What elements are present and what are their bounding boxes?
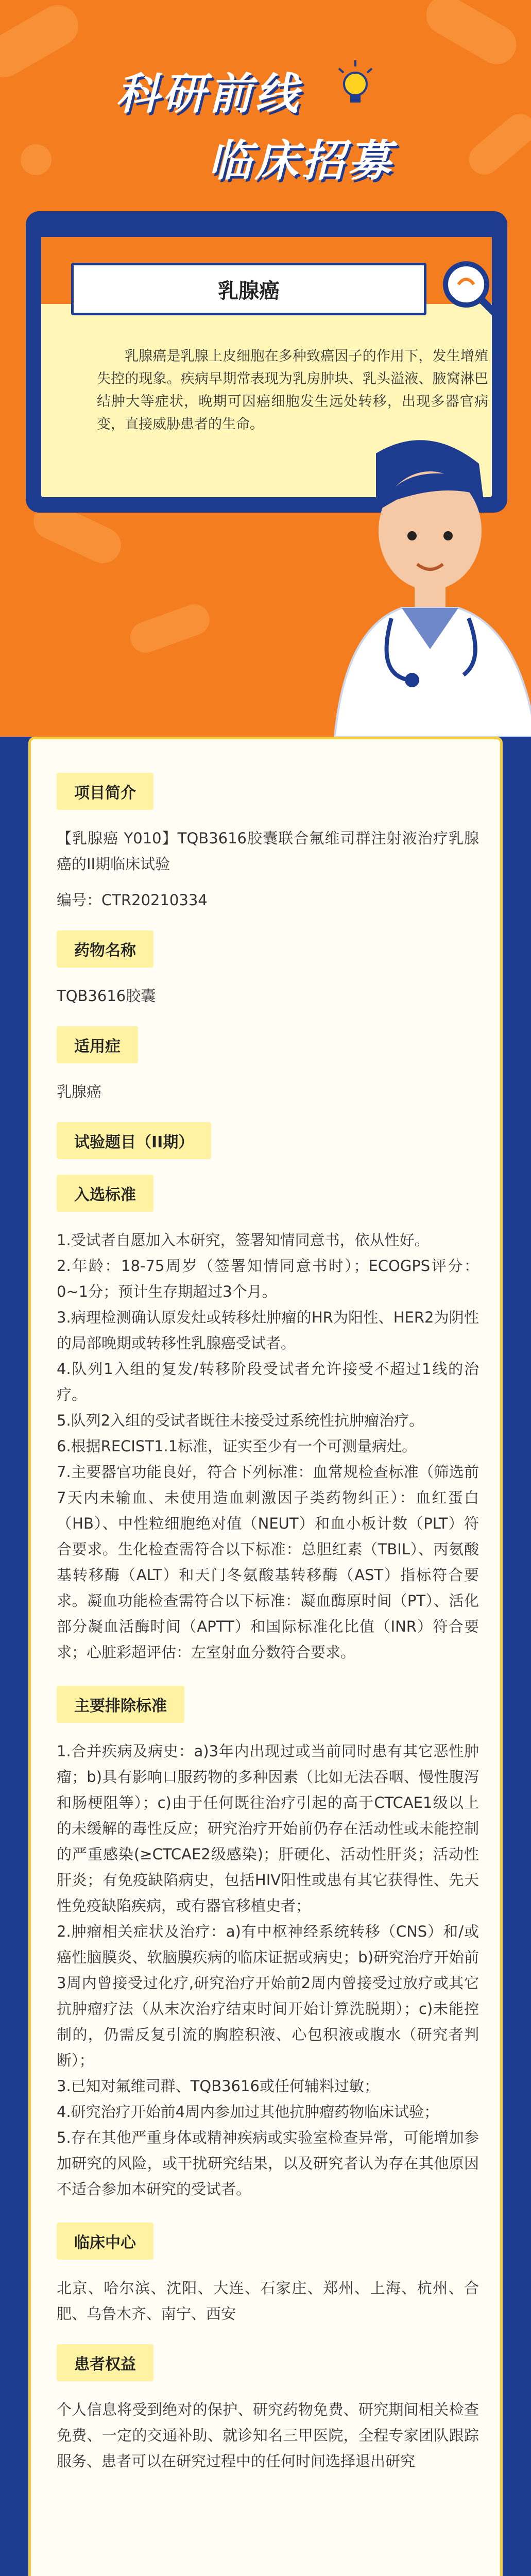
disease-name: 乳腺癌 [71, 263, 426, 315]
exclusion-list [57, 1738, 479, 2202]
decor-pill [0, 0, 86, 85]
decor-pill [419, 0, 524, 71]
title-line-1: 科研前线 [116, 69, 302, 119]
section-heading-trial: 试验题目（II期） [57, 1122, 211, 1159]
inclusion-item: 7.主要器官功能良好，符合下列标准：血常规检查标准（筛选前7天内未输血、未使用造血刺激因子类药物纠正）：血红蛋白（HB）、中性粒细胞绝对值（NEUT）和血小板计数（PLT）符合要求。生化检查需符合以下标准：总胆红素（TBIL）、丙氨酸基转移酶（ALT）和天门冬氨酸基转移酶（AST）指标符合要求。凝血功能检查需符合以下标准：凝血酶原时间（PT）、活化部分凝血活酶时间（APTT）和国际标准化比值（INR）符合要求；心脏彩超评估：左室射血分数符合要求。 [57, 1463, 479, 1661]
title-line-2: 临床招募 [209, 135, 395, 186]
decor-pill [21, 144, 52, 175]
drug-name: TQB3616胶囊 [57, 987, 156, 1005]
details-panel [0, 737, 531, 2576]
indication-value: 乳腺癌 [57, 1083, 102, 1100]
details-content [57, 773, 479, 2492]
header-banner [0, 0, 531, 737]
inclusion-list [57, 1227, 479, 1665]
exclusion-item: 2.肿瘤相关症状及治疗：a)有中枢神经系统转移（CNS）和/或癌性脑膜炎、软脑膜疾病的临床证据或病史；b)研究治疗开始前3周内曾接受过化疗,研究治疗开始前2周内曾接受过放疗或其它抗肿瘤疗法（从末次治疗结束时间开始计算洗脱期）；c)未能控制的，仍需反复引流的胸腔积液、心包积液或腹水（研究者判断）； [57, 1923, 479, 2069]
magnifier-icon [435, 253, 507, 326]
inclusion-item: 3.病理检测确认原发灶或转移灶肿瘤的HR为阳性、HER2为阴性的局部晚期或转移性乳腺癌受试者。 [57, 1309, 479, 1352]
exclusion-item: 1.合并疾病及病史：a)3年内出现过或当前同时患有其它恶性肿瘤；b)具有影响口服药物的多种因素（比如无法吞咽、慢性腹泻和肠梗阻等）；c)由于任何既往治疗引起的高于CTCAE1级以上的未缓解的毒性反应；研究治疗开始前仍存在活动性或未能控制的严重感染(≥CTCAE2级感染)；肝硬化、活动性肝炎；活动性肝炎；有免疫缺陷病史，包括HIV阳性或患有其它获得性、先天性免疫缺陷疾病，或有器官移植史者； [57, 1742, 479, 1914]
inclusion-item: 2.年龄：18-75周岁（签署知情同意书时）；ECOGPS评分：0~1分；预计生存期超过3个月。 [57, 1257, 479, 1300]
project-title: 【乳腺癌 Y010】TQB3616胶囊联合氟维司群注射液治疗乳腺癌的II期临床试验 [57, 829, 479, 873]
section-heading-project: 项目简介 [57, 773, 153, 810]
rights-value: 个人信息将受到绝对的保护、研究药物免费、研究期间相关检查免费、一定的交通补助、就诊知名三甲医院，全程专家团队跟踪服务、患者可以在研究过程中的任何时间选择退出研究 [57, 2401, 479, 2470]
inclusion-item: 5.队列2入组的受试者既往未接受过系统性抗肿瘤治疗。 [57, 1412, 424, 1429]
exclusion-item: 5.存在其他严重身体或精神疾病或实验室检查异常，可能增加参加研究的风险，或干扰研究结果，以及研究者认为存在其他原因不适合参加本研究的受试者。 [57, 2129, 479, 2198]
section-heading-drug: 药物名称 [57, 930, 153, 968]
decor-pill [126, 600, 214, 657]
section-heading-inclusion: 入选标准 [57, 1175, 153, 1212]
project-number: 编号：CTR20210334 [57, 891, 208, 909]
section-heading-rights: 患者权益 [57, 2344, 153, 2381]
doctor-illustration [314, 433, 531, 737]
exclusion-item: 4.研究治疗开始前4周内参加过其他抗肿瘤药物临床试验； [57, 2103, 439, 2121]
section-heading-exclusion: 主要排除标准 [57, 1686, 184, 1723]
inclusion-item: 1.受试者自愿加入本研究，签署知情同意书，依从性好。 [57, 1231, 430, 1249]
lightbulb-icon [335, 59, 376, 111]
section-heading-centers: 临床中心 [57, 2223, 153, 2260]
section-heading-indication: 适用症 [57, 1026, 138, 1063]
centers-value: 北京、哈尔滨、沈阳、大连、石家庄、郑州、上海、杭州、合肥、乌鲁木齐、南宁、西安 [57, 2279, 479, 2323]
inclusion-item: 6.根据RECIST1.1标准，证实至少有一个可测量病灶。 [57, 1437, 417, 1455]
disease-intro: 乳腺癌是乳腺上皮细胞在多种致癌因子的作用下，发生增殖失控的现象。疾病早期常表现为乳房肿块、乳头溢液、腋窝淋巴结肿大等症状，晚期可因癌细胞发生远处转移，出现多器官病变，直接威胁患者的生命。 [97, 348, 488, 432]
decor-pill [463, 108, 531, 181]
exclusion-item: 3.已知对氟维司群、TQB3616或任何辅料过敏； [57, 2077, 379, 2095]
details-sheet [28, 737, 503, 2576]
inclusion-item: 4.队列1入组的复发/转移阶段受试者允许接受不超过1线的治疗。 [57, 1360, 479, 1403]
